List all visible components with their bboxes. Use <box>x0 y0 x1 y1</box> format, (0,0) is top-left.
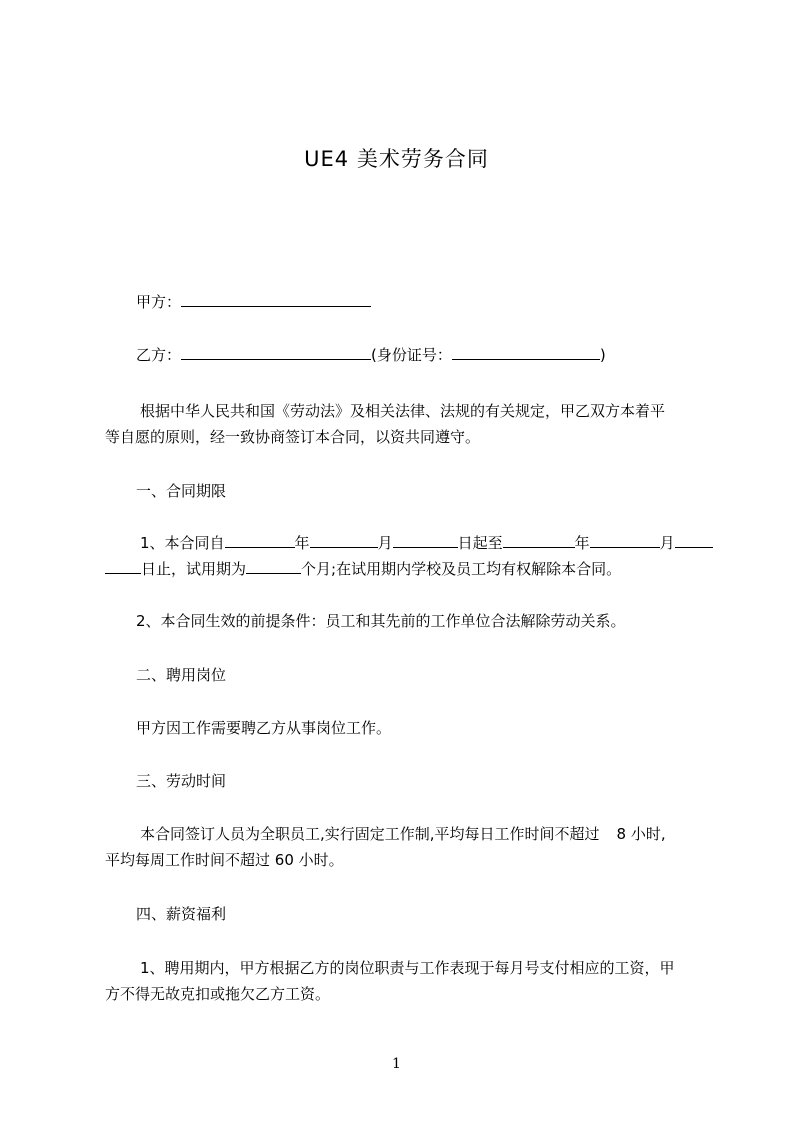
s4-line-2: 方不得无故克扣或拖欠乙方工资。 <box>105 985 331 1003</box>
end-day-blank-part2 <box>105 558 141 574</box>
end-year-blank <box>503 532 575 548</box>
s1-year-label: 年 <box>294 534 310 552</box>
s1-probation-tail: 个月;在试用期内学校及员工均有权解除本合同。 <box>301 560 622 578</box>
s4-line-1: 1、聘用期内，甲方根据乙方的岗位职责与工作表现于每月号支付相应的工资，甲 <box>140 959 675 977</box>
party-b-label: 乙方： <box>136 346 182 364</box>
s2-text: 甲方因工作需要聘乙方从事岗位工作。 <box>136 719 392 737</box>
party-b-id-close: ) <box>599 346 606 364</box>
end-day-blank-part1 <box>675 532 713 548</box>
section-2-heading: 二、聘用岗位 <box>136 666 227 684</box>
start-day-blank <box>393 532 458 548</box>
s1-item1-line1 <box>140 532 713 553</box>
end-month-blank <box>590 532 660 548</box>
party-b-blank <box>181 344 371 360</box>
s3-line-2: 平均每周工作时间不超过 60 小时。 <box>105 851 344 869</box>
s1-item2: 2、本合同生效的前提条件：员工和其先前的工作单位合法解除劳动关系。 <box>136 612 626 630</box>
party-b-line <box>136 344 606 365</box>
party-a-line <box>136 291 371 312</box>
intro-line-1: 根据中华人民共和国《劳动法》及相关法律、法规的有关规定，甲乙双方本着平 <box>140 402 666 420</box>
party-a-label: 甲方： <box>136 293 182 311</box>
start-month-blank <box>310 532 378 548</box>
section-3-heading: 三、劳动时间 <box>136 772 227 790</box>
page-number: 1 <box>392 1056 401 1072</box>
s1-month-label: 月 <box>377 534 393 552</box>
s1-item1-start: 1、本合同自 <box>140 534 225 552</box>
s1-end-month-label: 月 <box>659 534 675 552</box>
section-4-heading: 四、薪资福利 <box>136 905 227 923</box>
party-a-blank <box>181 291 371 307</box>
s3-line-1-text: 本合同签订人员为全职员工,实行固定工作制,平均每日工作时间不超过 <box>140 825 600 843</box>
s1-item1-line2 <box>105 558 621 579</box>
party-b-id-blank <box>452 344 600 360</box>
s1-day-to-label: 日起至 <box>457 534 503 552</box>
section-1-heading: 一、合同期限 <box>136 482 227 500</box>
party-b-id-label: (身份证号： <box>371 346 452 364</box>
start-year-blank <box>225 532 295 548</box>
document-title: UE4 美术劳务合同 <box>304 147 489 171</box>
s1-day-end-label: 日止，试用期为 <box>141 560 247 578</box>
s3-line-1 <box>140 824 666 844</box>
s1-end-year-label: 年 <box>574 534 590 552</box>
probation-months-blank <box>246 558 301 574</box>
s3-hours-text: 8 小时, <box>616 825 666 843</box>
intro-line-2: 等自愿的原则，经一致协商签订本合同，以资共同遵守。 <box>105 428 481 446</box>
